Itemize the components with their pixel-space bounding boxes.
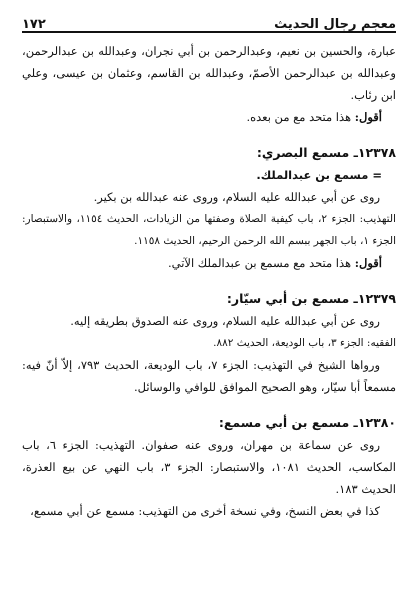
intro-note xyxy=(22,106,396,128)
entry-alias: = مسمع بن عبدالملك. xyxy=(256,168,382,182)
page-body xyxy=(22,40,396,522)
entry-body: روى عن سماعة بن مهران، وروى عنه صفوان. التهذيب: الجزء ٦، باب المكاسب، الحديث ١٠٨١، والاستبصار: الجزء ٣، باب النهي عن بيع العذرة، الحديث ١٨٣. xyxy=(22,438,397,496)
entry-body: روى عن أبي عبدالله عليه السلام، وروى عنه عبدالله بن بكير. xyxy=(93,190,380,204)
note-label: أقول: xyxy=(354,110,382,124)
header-divider xyxy=(22,31,396,33)
entry-note xyxy=(22,252,396,274)
entry-body: روى عن أبي عبدالله عليه السلام، وروى عنه الصدوق بطريقه إليه. xyxy=(70,314,380,328)
note-text: هذا متحد مع مسمع بن عبدالملك الآتي. xyxy=(167,256,352,270)
page-number: ١٧٢ xyxy=(22,17,46,32)
entry-body-continued: كذا في بعض النسخ، وفي نسخة أخرى من التهذيب: مسمع عن أبي مسمع، xyxy=(30,504,380,518)
entry-references: التهذيب: الجزء ٢، باب كيفية الصلاة وصفتها من الزيادات، الحديث ١١٥٤، والاستبصار: الجزء ١، باب الجهر ببسم الله الرحمن الرحيم، الحديث ١١٥٨. xyxy=(22,213,396,247)
entry-heading-12379: ١٢٣٧٩ـ مسمع بن أبي سيّار: xyxy=(226,291,396,306)
entry-body-continued: ورواها الشيخ في التهذيب: الجزء ٧، باب الوديعة، الحديث ٧٩٣، إلاّ أنّ فيه: مسمعاً أبا سيّار، وهو الصحيح الموافق للوافي والوسائل. xyxy=(22,358,396,394)
entry-heading-12378: ١٢٣٧٨ـ مسمع البصري: xyxy=(256,145,396,160)
note-label: أقول: xyxy=(354,256,382,270)
entry-references: الفقيه: الجزء ٣، باب الوديعة، الحديث ٨٨٢. xyxy=(213,337,396,349)
book-title: معجم رجال الحديث xyxy=(274,17,396,32)
intro-paragraph: عبارة، والحسين بن نعيم، وعبدالرحمن بن أبي نجران، وعبدالله بن عبدالرحمن، وعبدالله بن عبدالرحمن الأصمّ، وعبدالله بن القاسم، وعثمان بن عيسى، وعلي ابن رئاب. xyxy=(22,44,396,102)
page-header xyxy=(22,10,396,32)
note-text: هذا متحد مع من بعده. xyxy=(246,110,352,124)
entry-heading-12380: ١٢٣٨٠ـ مسمع بن أبي مسمع: xyxy=(218,415,396,430)
